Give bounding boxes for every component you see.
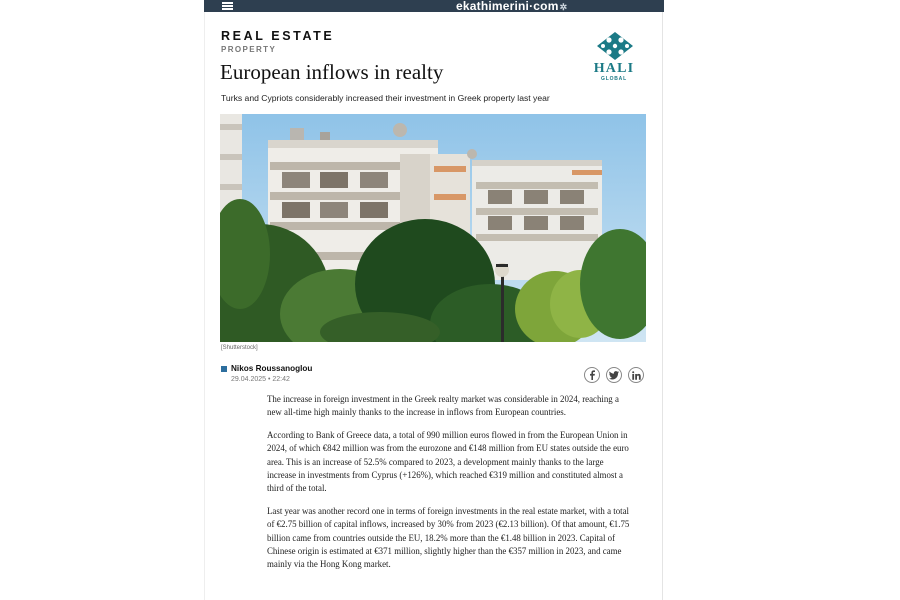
- share-twitter-button[interactable]: [606, 367, 622, 383]
- author-marker: [221, 366, 227, 372]
- article-title: European inflows in realty: [220, 60, 444, 84]
- author-link[interactable]: Nikos Roussanoglou: [231, 364, 313, 373]
- top-navigation-bar: [204, 0, 664, 12]
- facebook-icon: [588, 370, 596, 380]
- column-border-right: [662, 12, 663, 600]
- column-border-left: [204, 12, 205, 600]
- site-suffix: ·com: [529, 0, 559, 13]
- site-logo-link[interactable]: [456, 0, 567, 13]
- share-linkedin-button[interactable]: [628, 367, 644, 383]
- publish-date: 29.04.2025 • 22:42: [231, 376, 290, 383]
- article-hero-image: [220, 114, 646, 342]
- sponsor-tagline: GLOBAL: [601, 76, 627, 82]
- hamburger-menu-icon[interactable]: [222, 2, 233, 10]
- sponsor-name: HALI: [593, 61, 635, 76]
- olive-leaf-icon: ✲: [559, 2, 568, 12]
- article-paragraph: Last year was another record one in terms of foreign investments in the real estate market, with a total of €2.75 billion of capital inflows, increased by 30% from 2023 (€2.13 billion). Of that amount, €1.75 billion came from countries outside the EU, 18.2% more than the €1.48 billion in 2023. Capital of Chinese origin is estimated at €371 million, slightly higher than the €357 million in 2023, and came mainly via the Hong Kong market.: [267, 506, 630, 570]
- site-name: ekathimerini: [456, 0, 530, 13]
- article-paragraph: The increase in foreign investment in the Greek realty market was considerable in 2024, reaching a new all-time high mainly thanks to the increase in inflows from European countries.: [267, 394, 619, 418]
- twitter-icon: [609, 371, 619, 380]
- linkedin-icon: [632, 371, 641, 380]
- image-caption: [Shutterstock]: [221, 345, 258, 351]
- article-paragraph: According to Bank of Greece data, a total of 990 million euros flowed in from the European Union in 2024, of which €842 million was from the eurozone and €148 million from EU states outside the euro area. This is an increase of 52.5% compared to 2023, a development mainly thanks to the large increase in investments from Cyprus (+126%), which reached €319 million and constituted almost a third of the total.: [267, 430, 629, 494]
- section-label: REAL ESTATE: [221, 29, 335, 43]
- article-body: [267, 393, 633, 581]
- subsection-link[interactable]: PROPERTY: [221, 45, 277, 54]
- article-subtitle: Turks and Cypriots considerably increased their investment in Greek property last year: [221, 93, 550, 103]
- share-facebook-button[interactable]: [584, 367, 600, 383]
